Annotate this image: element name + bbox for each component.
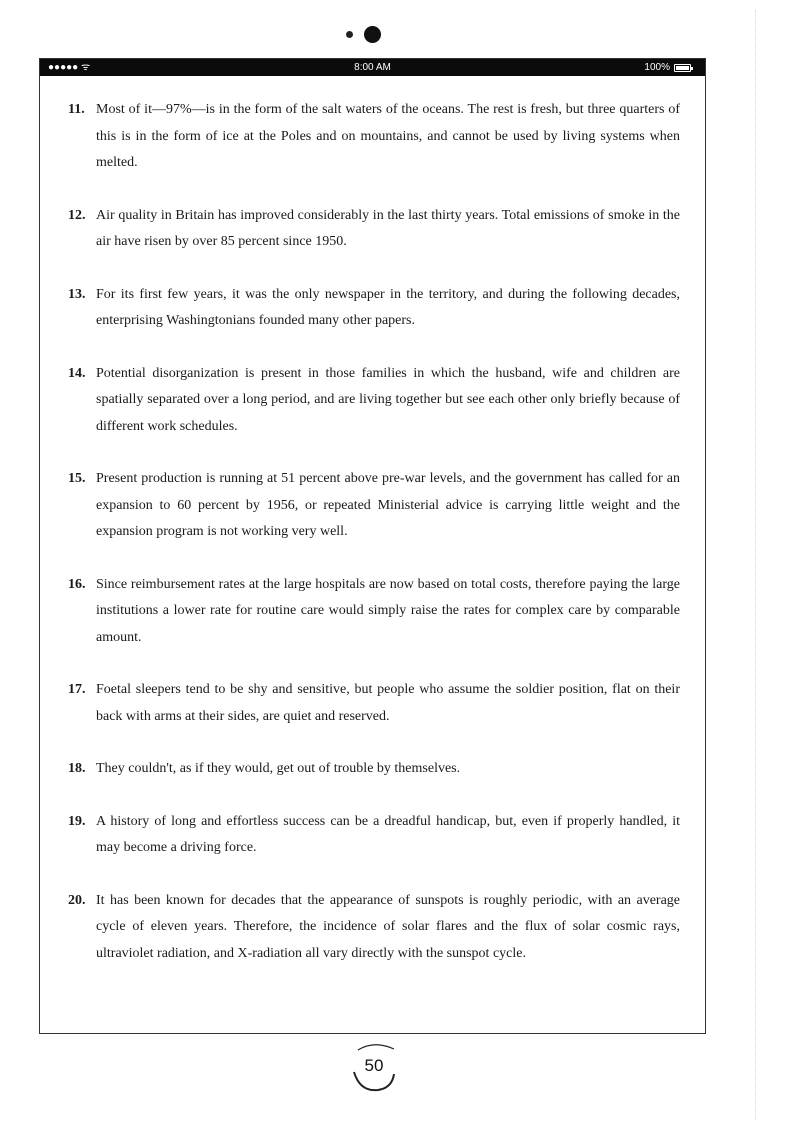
list-item [68,97,680,177]
item-text: Foetal sleepers tend to be shy and sensitive, but people who assume the soldier position, flat on their back with arms at their sides, are quiet and reserved. [96,682,680,724]
list-item [68,677,680,730]
item-text: For its first few years, it was the only newspaper in the territory, and during the following decades, enterprising Washingtonians founded many other papers. [96,286,680,328]
item-text: Potential disorganization is present in those families in which the husband, wife and children are spatially separated over a long period, and are living together but see each other only briefly because of different work schedules. [96,365,680,434]
item-number: 17. [68,682,86,697]
sentence-list [68,97,680,967]
item-number: 19. [68,813,86,829]
item-number: 20. [68,892,86,908]
item-text: It has been known for decades that the appearance of sunspots is roughly periodic, with an average cycle of eleven years. Therefore, the incidence of solar flares and the flux of solar cosmic rays, ultraviolet radiation, and X-radiation all vary directly with the sunspot cycle. [96,892,680,961]
device-camera [340,26,390,46]
list-item [68,809,680,862]
page-number-badge [350,1040,400,1094]
list-item [68,466,680,546]
list-item [68,888,680,968]
item-number: 13. [68,286,86,302]
item-text: They couldn't, as if they would, get out of trouble by themselves. [96,761,461,776]
item-text: Air quality in Britain has improved considerably in the last thirty years. Total emissions of smoke in the air have risen by over 85 percent since 1950. [96,207,680,249]
camera-sensor-icon [346,31,353,38]
page-edge-marks [755,10,758,1120]
camera-lens-icon [364,26,381,43]
page-frame [39,58,706,1034]
item-number: 12. [68,207,86,223]
page-number: 50 [364,1056,384,1075]
item-number: 18. [68,761,86,776]
item-text: A history of long and effortless success can be a dreadful handicap, but, even if properly handled, it may become a driving force. [96,813,680,855]
item-number: 15. [68,471,86,486]
list-item [68,756,680,783]
list-item [68,282,680,335]
item-number: 11. [68,102,85,117]
battery-indicator [644,59,691,76]
list-item [68,203,680,256]
battery-percent: 100% [644,62,670,73]
item-text: Since reimbursement rates at the large hospitals are now based on total costs, therefore paying the large institutions a lower rate for routine care would simply raise the rates for complex care by comparable amount. [96,576,680,645]
item-text: Most of it—97%—is in the form of the salt waters of the oceans. The rest is fresh, but three quarters of this is in the form of ice at the Poles and on mountains, and cannot be used by living systems when melted. [96,102,680,170]
list-item [68,572,680,652]
signal-indicator: ●●●●● ᯤ [48,62,91,73]
status-bar [40,59,705,76]
battery-icon [674,64,691,72]
list-item [68,361,680,441]
item-number: 14. [68,365,86,381]
item-number: 16. [68,576,86,592]
item-text: Present production is running at 51 percent above pre-war levels, and the government has called for an expansion to 60 percent by 1956, or repeated Ministerial advice is carrying little weight and the expansion program is not working very well. [96,471,680,539]
status-time: 8:00 AM [354,62,391,73]
